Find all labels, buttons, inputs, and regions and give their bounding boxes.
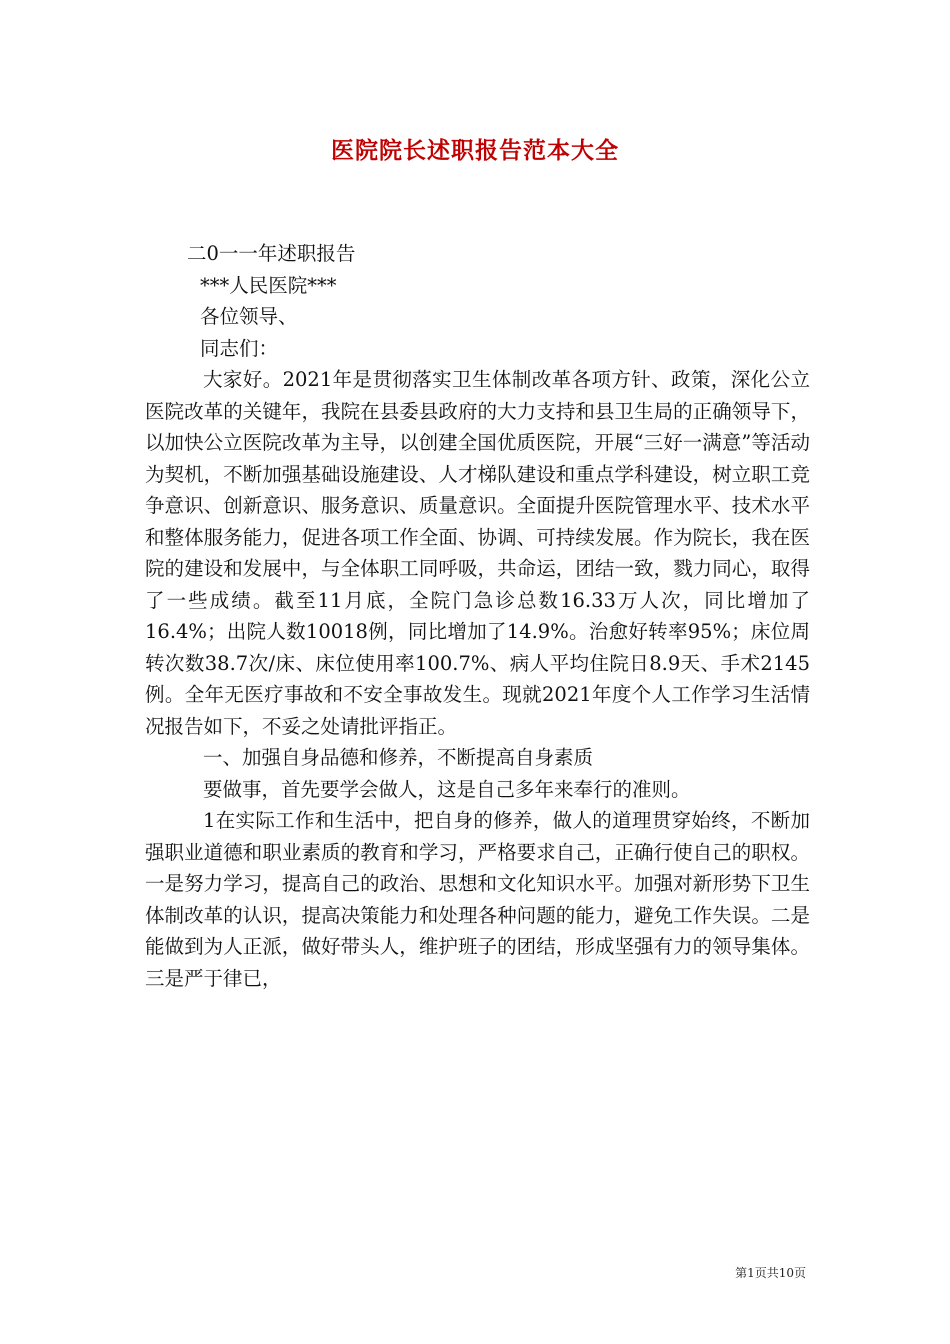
paragraph-principle: 要做事，首先要学会做人，这是自己多年来奉行的准则。 — [203, 777, 691, 801]
document-body — [145, 238, 810, 994]
document-title: 医院院长述职报告范本大全 — [331, 137, 619, 164]
paragraph-intro: 大家好。2021年是贯彻落实卫生体制改革各项方针、政策，深化公立医院改革的关键年，我院在县委县政府的大力支持和县卫生局的正确领导下，以加快公立医院改革为主导，以创建全国优质医院，开展“三好一满意”等活动为契机，不断加强基础设施建设、人才梯队建设和重点学科建设，树立职工竞争意识、创新意识、服务意识、质量意识。全面提升医院管理水平、技术水平和整体服务能力，促进各项工作全面、协调、可持续发展。作为院长，我在医院的建设和发展中，与全体职工同呼吸，共命运，团结一致，戮力同心，取得了一些成绩。截至11月底，全院门急诊总数16.33万人次，同比增加了16.4%；出院人数10018例，同比增加了14.9%。治愈好转率95%；床位周转次数38.7次/床、床位使用率100.7%、病人平均住院日8.9天、手术2145例。全年无医疗事故和不安全事故发生。现就2021年度个人工作学习生活情况报告如下，不妥之处请批评指正。 — [145, 368, 810, 738]
author-line: ***人民医院*** — [200, 273, 337, 297]
salutation-comrades: 同志们： — [200, 336, 279, 360]
heading-year: 二0一一年述职报告 — [187, 242, 356, 265]
paragraph-self-discipline: 1在实际工作和生活中，把自身的修养，做人的道理贯穿始终，不断加强职业道德和职业素质的教育和学习，严格要求自己，正确行使自己的职权。一是努力学习，提高自己的政治、思想和文化知识水平。加强对新形势下卫生体制改革的认识，提高决策能力和处理各种问题的能力，避免工作失误。二是能做到为人正派，做好带头人，维护班子的团结，形成坚强有力的领导集体。三是严于律已， — [145, 809, 810, 990]
section-1-heading: 一、加强自身品德和修养，不断提高自身素质 — [203, 746, 594, 769]
page-number-footer: 第1页共10页 — [735, 1266, 806, 1280]
salutation-leaders: 各位领导、 — [200, 305, 298, 328]
